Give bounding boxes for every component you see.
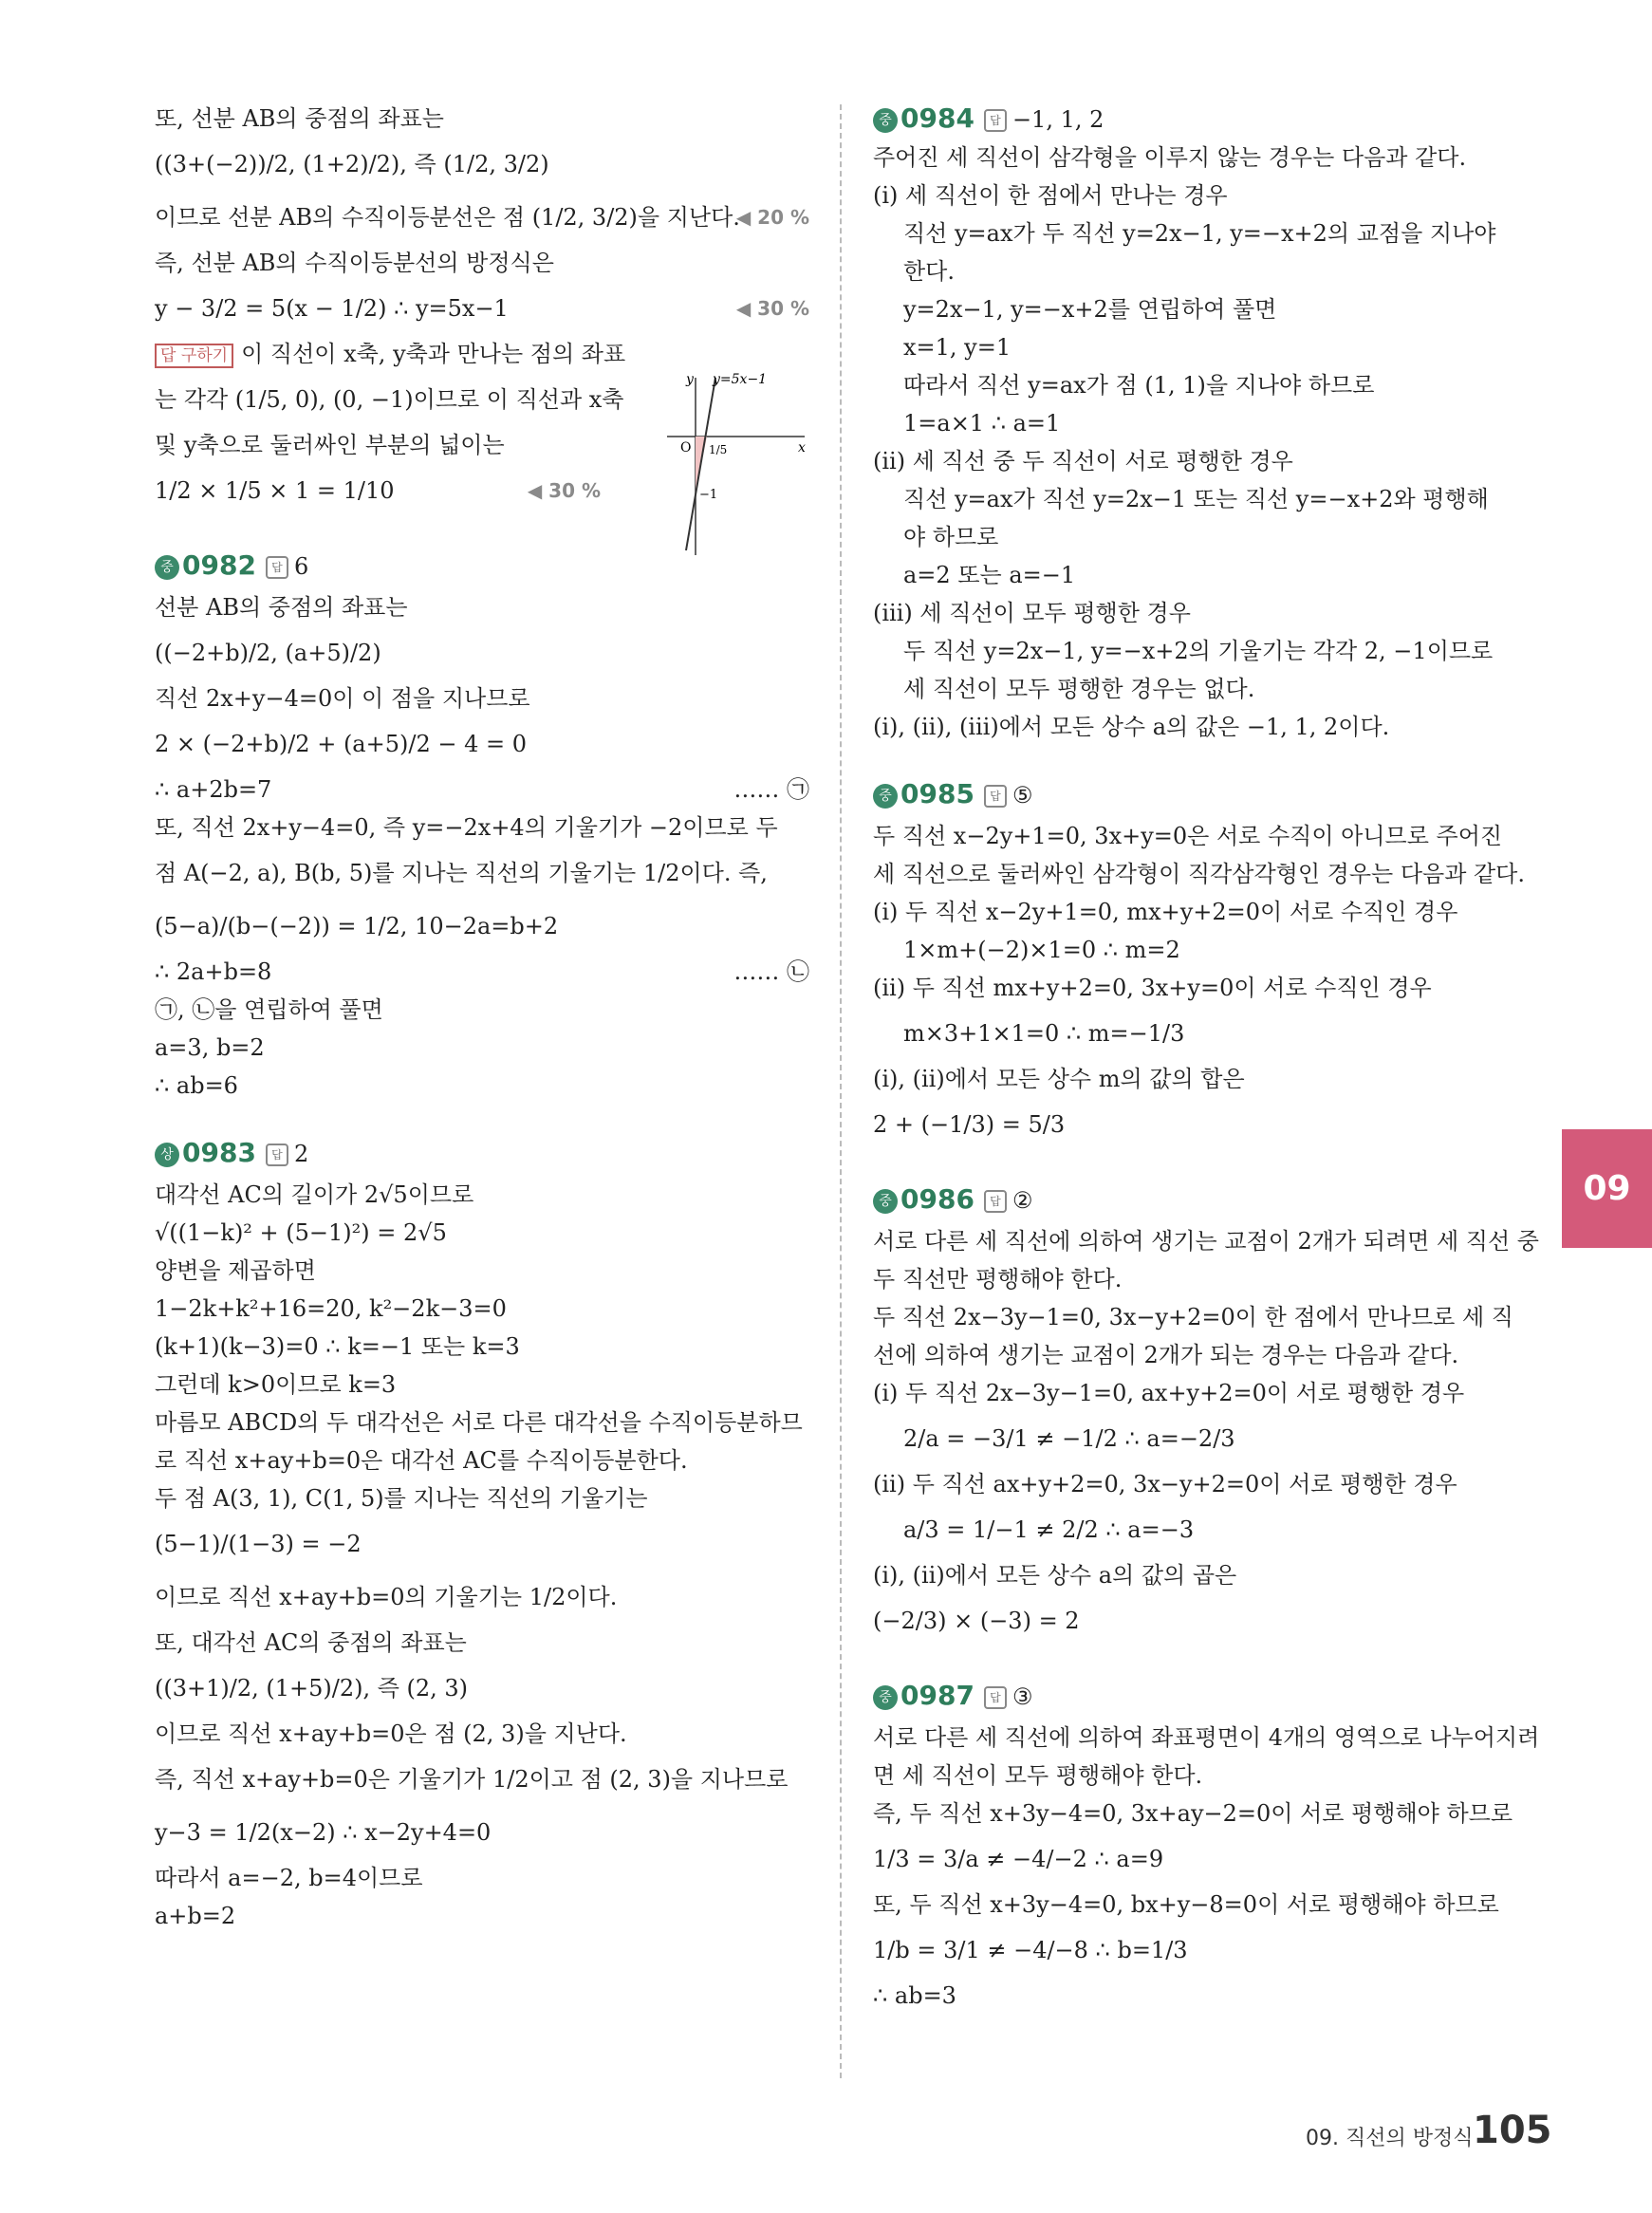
- difficulty-badge: 중: [873, 784, 898, 809]
- percent-marker: ◀ 30 %: [735, 297, 809, 320]
- math-line: 2 × (−2+b)/2 + (a+5)/2 − 4 = 0: [155, 731, 527, 757]
- math-line: 1/b = 3/1 ≠ −4/−8 ∴ b=1/3: [873, 1937, 1188, 1963]
- answer-icon: 답: [266, 556, 288, 579]
- text-line: (ⅰ) 두 직선 x−2y+1=0, mx+y+2=0이 서로 수직인 경우: [873, 899, 1458, 925]
- math-line: [155, 464, 601, 517]
- text-line: 또, 두 직선 x+3y−4=0, bx+y−8=0이 서로 평행해야 하므로: [873, 1891, 1499, 1918]
- text-line: (ⅰ) 두 직선 2x−3y−1=0, ax+y+2=0이 서로 평행한 경우: [873, 1380, 1465, 1406]
- origin-label: O: [680, 440, 692, 456]
- math-line: y−3 = 1/2(x−2) ∴ x−2y+4=0: [155, 1819, 492, 1846]
- x-axis-label: x: [798, 440, 806, 456]
- problem-header-0985: [873, 772, 1528, 817]
- problem-header-0984: [873, 100, 1528, 139]
- text-line: 는 각각 (1/5, 0), (0, −1)이므로 이 직선과 x축: [155, 386, 624, 413]
- problem-header-0987: [873, 1674, 1528, 1719]
- answer-line: [155, 335, 809, 373]
- text-line: (ⅱ) 두 직선 ax+y+2=0, 3x−y+2=0이 서로 평행한 경우: [873, 1471, 1457, 1497]
- text-line: 직선 y=ax가 두 직선 y=2x−1, y=−x+2의 교점을 지나야: [903, 220, 1496, 247]
- math-line: √((1−k)² + (5−1)²) = 2√5: [155, 1219, 447, 1246]
- text-line: 즉, 직선 x+ay+b=0은 기울기가 1/2이고 점 (2, 3)을 지나므로: [155, 1766, 789, 1793]
- math-line: (5−a)/(b−(−2)) = 1/2, 10−2a=b+2: [155, 913, 559, 939]
- text-span: ∴ a+2b=7: [155, 776, 272, 803]
- math-line: [155, 282, 809, 335]
- text-line: 또, 직선 2x+y−4=0, 즉 y=−2x+4의 기울기가 −2이므로 두: [155, 814, 778, 841]
- text-line: 즉, 두 직선 x+3y−4=0, 3x+ay−2=0이 서로 평행해야 하므로: [873, 1800, 1513, 1827]
- math-line: (k+1)(k−3)=0 ∴ k=−1 또는 k=3: [155, 1333, 520, 1360]
- difficulty-badge: 중: [873, 1685, 898, 1710]
- math-line: [155, 771, 809, 809]
- answer-icon: 답: [984, 1190, 1007, 1213]
- math-line: 1/3 = 3/a ≠ −4/−2 ∴ a=9: [873, 1846, 1164, 1872]
- equation-marker: …… ㉡: [733, 958, 809, 985]
- problem-answer: 6: [293, 553, 309, 580]
- text-line: 로 직선 x+ay+b=0은 대각선 AC를 수직이등분한다.: [155, 1447, 688, 1474]
- problem-number: 0986: [900, 1183, 974, 1215]
- math-line: 1−2k+k²+16=20, k²−2k−3=0: [155, 1295, 507, 1322]
- text-line: 또, 선분 AB의 중점의 좌표는: [155, 105, 444, 132]
- text-line: 두 직선 x−2y+1=0, 3x+y=0은 서로 수직이 아니므로 주어진: [873, 823, 1503, 849]
- math-line: 1=a×1 ∴ a=1: [903, 410, 1061, 437]
- text-line: (ⅰ), (ⅱ)에서 모든 상수 a의 값의 곱은: [873, 1562, 1237, 1589]
- text-line: 세 직선으로 둘러싸인 삼각형이 직각삼각형인 경우는 다음과 같다.: [873, 861, 1525, 887]
- problem-answer: ②: [1012, 1187, 1033, 1214]
- text-line: 세 직선이 모두 평행한 경우는 없다.: [903, 676, 1255, 702]
- text-line: 및 y축으로 둘러싸인 부분의 넓이는: [155, 432, 505, 458]
- text-line: 선분 AB의 중점의 좌표는: [155, 594, 408, 621]
- equation-marker: …… ㉠: [733, 776, 809, 803]
- text-line: (ⅰ), (ⅱ)에서 모든 상수 m의 값의 합은: [873, 1066, 1245, 1092]
- problem-header-0986: [873, 1178, 1528, 1222]
- math-line: [155, 953, 809, 991]
- difficulty-badge: 중: [873, 108, 898, 133]
- text-span: y − 3/2 = 5(x − 1/2) ∴ y=5x−1: [155, 295, 509, 322]
- difficulty-badge: 중: [155, 555, 179, 580]
- math-line: x=1, y=1: [903, 334, 1012, 361]
- math-line: 1×m+(−2)×1=0 ∴ m=2: [903, 937, 1180, 963]
- text-line: 서로 다른 세 직선에 의하여 생기는 교점이 2개가 되려면 세 직선 중: [873, 1228, 1539, 1255]
- chapter-tab: 09: [1562, 1129, 1652, 1248]
- text-line: 두 점 A(3, 1), C(1, 5)를 지나는 직선의 기울기는: [155, 1485, 648, 1512]
- text-line: 야 하므로: [903, 524, 999, 550]
- difficulty-badge: 중: [873, 1189, 898, 1214]
- page-number: 105: [1473, 2109, 1552, 2152]
- answer-icon: 답: [984, 109, 1007, 132]
- text-line: 이므로 직선 x+ay+b=0은 점 (2, 3)을 지난다.: [155, 1720, 627, 1747]
- text-line: 두 직선만 평행해야 한다.: [873, 1266, 1123, 1292]
- text-line: 선에 의하여 생기는 교점이 2개가 되는 경우는 다음과 같다.: [873, 1342, 1459, 1368]
- math-line: (−2/3) × (−3) = 2: [873, 1608, 1080, 1634]
- line-graph: [667, 370, 809, 560]
- answer-icon: 답: [266, 1144, 288, 1166]
- text-line: 이므로 직선 x+ay+b=0의 기울기는 1/2이다.: [155, 1584, 618, 1610]
- right-column: [873, 100, 1540, 2015]
- difficulty-badge: 상: [155, 1143, 179, 1167]
- problem-answer: 2: [293, 1141, 309, 1167]
- percent-marker: ◀ 30 %: [527, 479, 601, 502]
- text-line: 점 A(−2, a), B(b, 5)를 지나는 직선의 기울기는 1/2이다. 즉,: [155, 860, 768, 886]
- line-equation: y=5x−1: [713, 372, 768, 387]
- text-span: 1/2 × 1/5 × 1 = 1/10: [155, 477, 395, 504]
- math-line: m×3+1×1=0 ∴ m=−1/3: [903, 1020, 1185, 1047]
- math-line: ((−2+b)/2, (a+5)/2): [155, 640, 381, 666]
- column-divider: [840, 104, 842, 2078]
- text-line: 양변을 제곱하면: [155, 1257, 316, 1284]
- text-line: 즉, 선분 AB의 수직이등분선의 방정식은: [155, 250, 554, 276]
- text-line: 주어진 세 직선이 삼각형을 이루지 않는 경우는 다음과 같다.: [873, 144, 1467, 171]
- text-line: 두 직선 y=2x−1, y=−x+2의 기울기는 각각 2, −1이므로: [903, 638, 1494, 664]
- math-line: ∴ ab=6: [155, 1072, 238, 1099]
- problem-number: 0984: [900, 102, 974, 134]
- math-line: 2 + (−1/3) = 5/3: [873, 1111, 1066, 1138]
- text-line: ㉠, ㉡을 연립하여 풀면: [155, 996, 383, 1023]
- text-line: 한다.: [903, 258, 955, 285]
- math-line: ∴ ab=3: [873, 1982, 956, 2009]
- answer-icon: 답: [984, 1686, 1007, 1709]
- answer-tag: 답 구하기: [155, 344, 233, 368]
- text-line: (ⅰ), (ⅱ), (ⅲ)에서 모든 상수 a의 값은 −1, 1, 2이다.: [873, 714, 1390, 740]
- text-line: (ⅲ) 세 직선이 모두 평행한 경우: [873, 600, 1191, 626]
- problem-number: 0982: [182, 549, 256, 581]
- math-line: (5−1)/(1−3) = −2: [155, 1531, 362, 1557]
- problem-number: 0987: [900, 1680, 974, 1711]
- math-line: a=2 또는 a=−1: [903, 562, 1076, 588]
- math-line: 2/a = −3/1 ≠ −1/2 ∴ a=−2/3: [903, 1425, 1235, 1452]
- text-line: (ⅱ) 세 직선 중 두 직선이 서로 평행한 경우: [873, 448, 1293, 474]
- text-line: 그런데 k>0이므로 k=3: [155, 1371, 397, 1398]
- x-intercept-label: 1/5: [709, 443, 728, 456]
- text-line: y=2x−1, y=−x+2를 연립하여 풀면: [903, 296, 1277, 323]
- problem-number: 0985: [900, 778, 974, 809]
- text-line: 직선 2x+y−4=0이 이 점을 지나므로: [155, 685, 530, 712]
- y-axis-label: y: [686, 372, 694, 387]
- graph-line: [686, 378, 718, 550]
- text-line: 따라서 직선 y=ax가 점 (1, 1)을 지나야 하므로: [903, 372, 1375, 399]
- text-span: ∴ 2a+b=8: [155, 958, 272, 985]
- percent-marker: ◀ 20 %: [735, 206, 809, 229]
- text-line: 면 세 직선이 모두 평행해야 한다.: [873, 1762, 1203, 1789]
- problem-number: 0983: [182, 1137, 256, 1168]
- text-line: [155, 191, 809, 244]
- text-line: 서로 다른 세 직선에 의하여 좌표평면이 4개의 영역으로 나누어지려: [873, 1724, 1540, 1751]
- text-line: (ⅱ) 두 직선 mx+y+2=0, 3x+y=0이 서로 수직인 경우: [873, 975, 1432, 1001]
- problem-answer: ⑤: [1012, 782, 1033, 809]
- left-column: [155, 100, 809, 1935]
- text-line: 두 직선 2x−3y−1=0, 3x−y+2=0이 한 점에서 만나므로 세 직: [873, 1304, 1513, 1330]
- problem-answer: ③: [1012, 1683, 1033, 1710]
- math-line: a+b=2: [155, 1903, 236, 1929]
- problem-header-0983: [155, 1131, 809, 1176]
- text-span: 이 직선이 x축, y축과 만나는 점의 좌표: [241, 341, 626, 367]
- text-line: (ⅰ) 세 직선이 한 점에서 만나는 경우: [873, 182, 1228, 209]
- math-line: ((3+(−2))/2, (1+2)/2), 즉 (1/2, 3/2): [155, 151, 549, 177]
- text-line: 마름모 ABCD의 두 대각선은 서로 다른 대각선을 수직이등분하므: [155, 1409, 803, 1436]
- text-span: 이므로 선분 AB의 수직이등분선은 점 (1/2, 3/2)을 지난다.: [155, 204, 740, 231]
- y-intercept-label: −1: [699, 488, 718, 502]
- text-line: 대각선 AC의 길이가 2√5이므로: [155, 1181, 474, 1208]
- math-line: a=3, b=2: [155, 1034, 265, 1061]
- text-line: 직선 y=ax가 직선 y=2x−1 또는 직선 y=−x+2와 평행해: [903, 486, 1489, 512]
- math-line: ((3+1)/2, (1+5)/2), 즉 (2, 3): [155, 1675, 469, 1702]
- answer-icon: 답: [984, 785, 1007, 808]
- math-line: a/3 = 1/−1 ≠ 2/2 ∴ a=−3: [903, 1516, 1195, 1543]
- problem-answer: −1, 1, 2: [1012, 106, 1104, 133]
- footer-chapter-title: 09. 직선의 방정식: [1306, 2127, 1474, 2150]
- text-line: 또, 대각선 AC의 중점의 좌표는: [155, 1629, 467, 1656]
- text-line: 따라서 a=−2, b=4이므로: [155, 1865, 423, 1891]
